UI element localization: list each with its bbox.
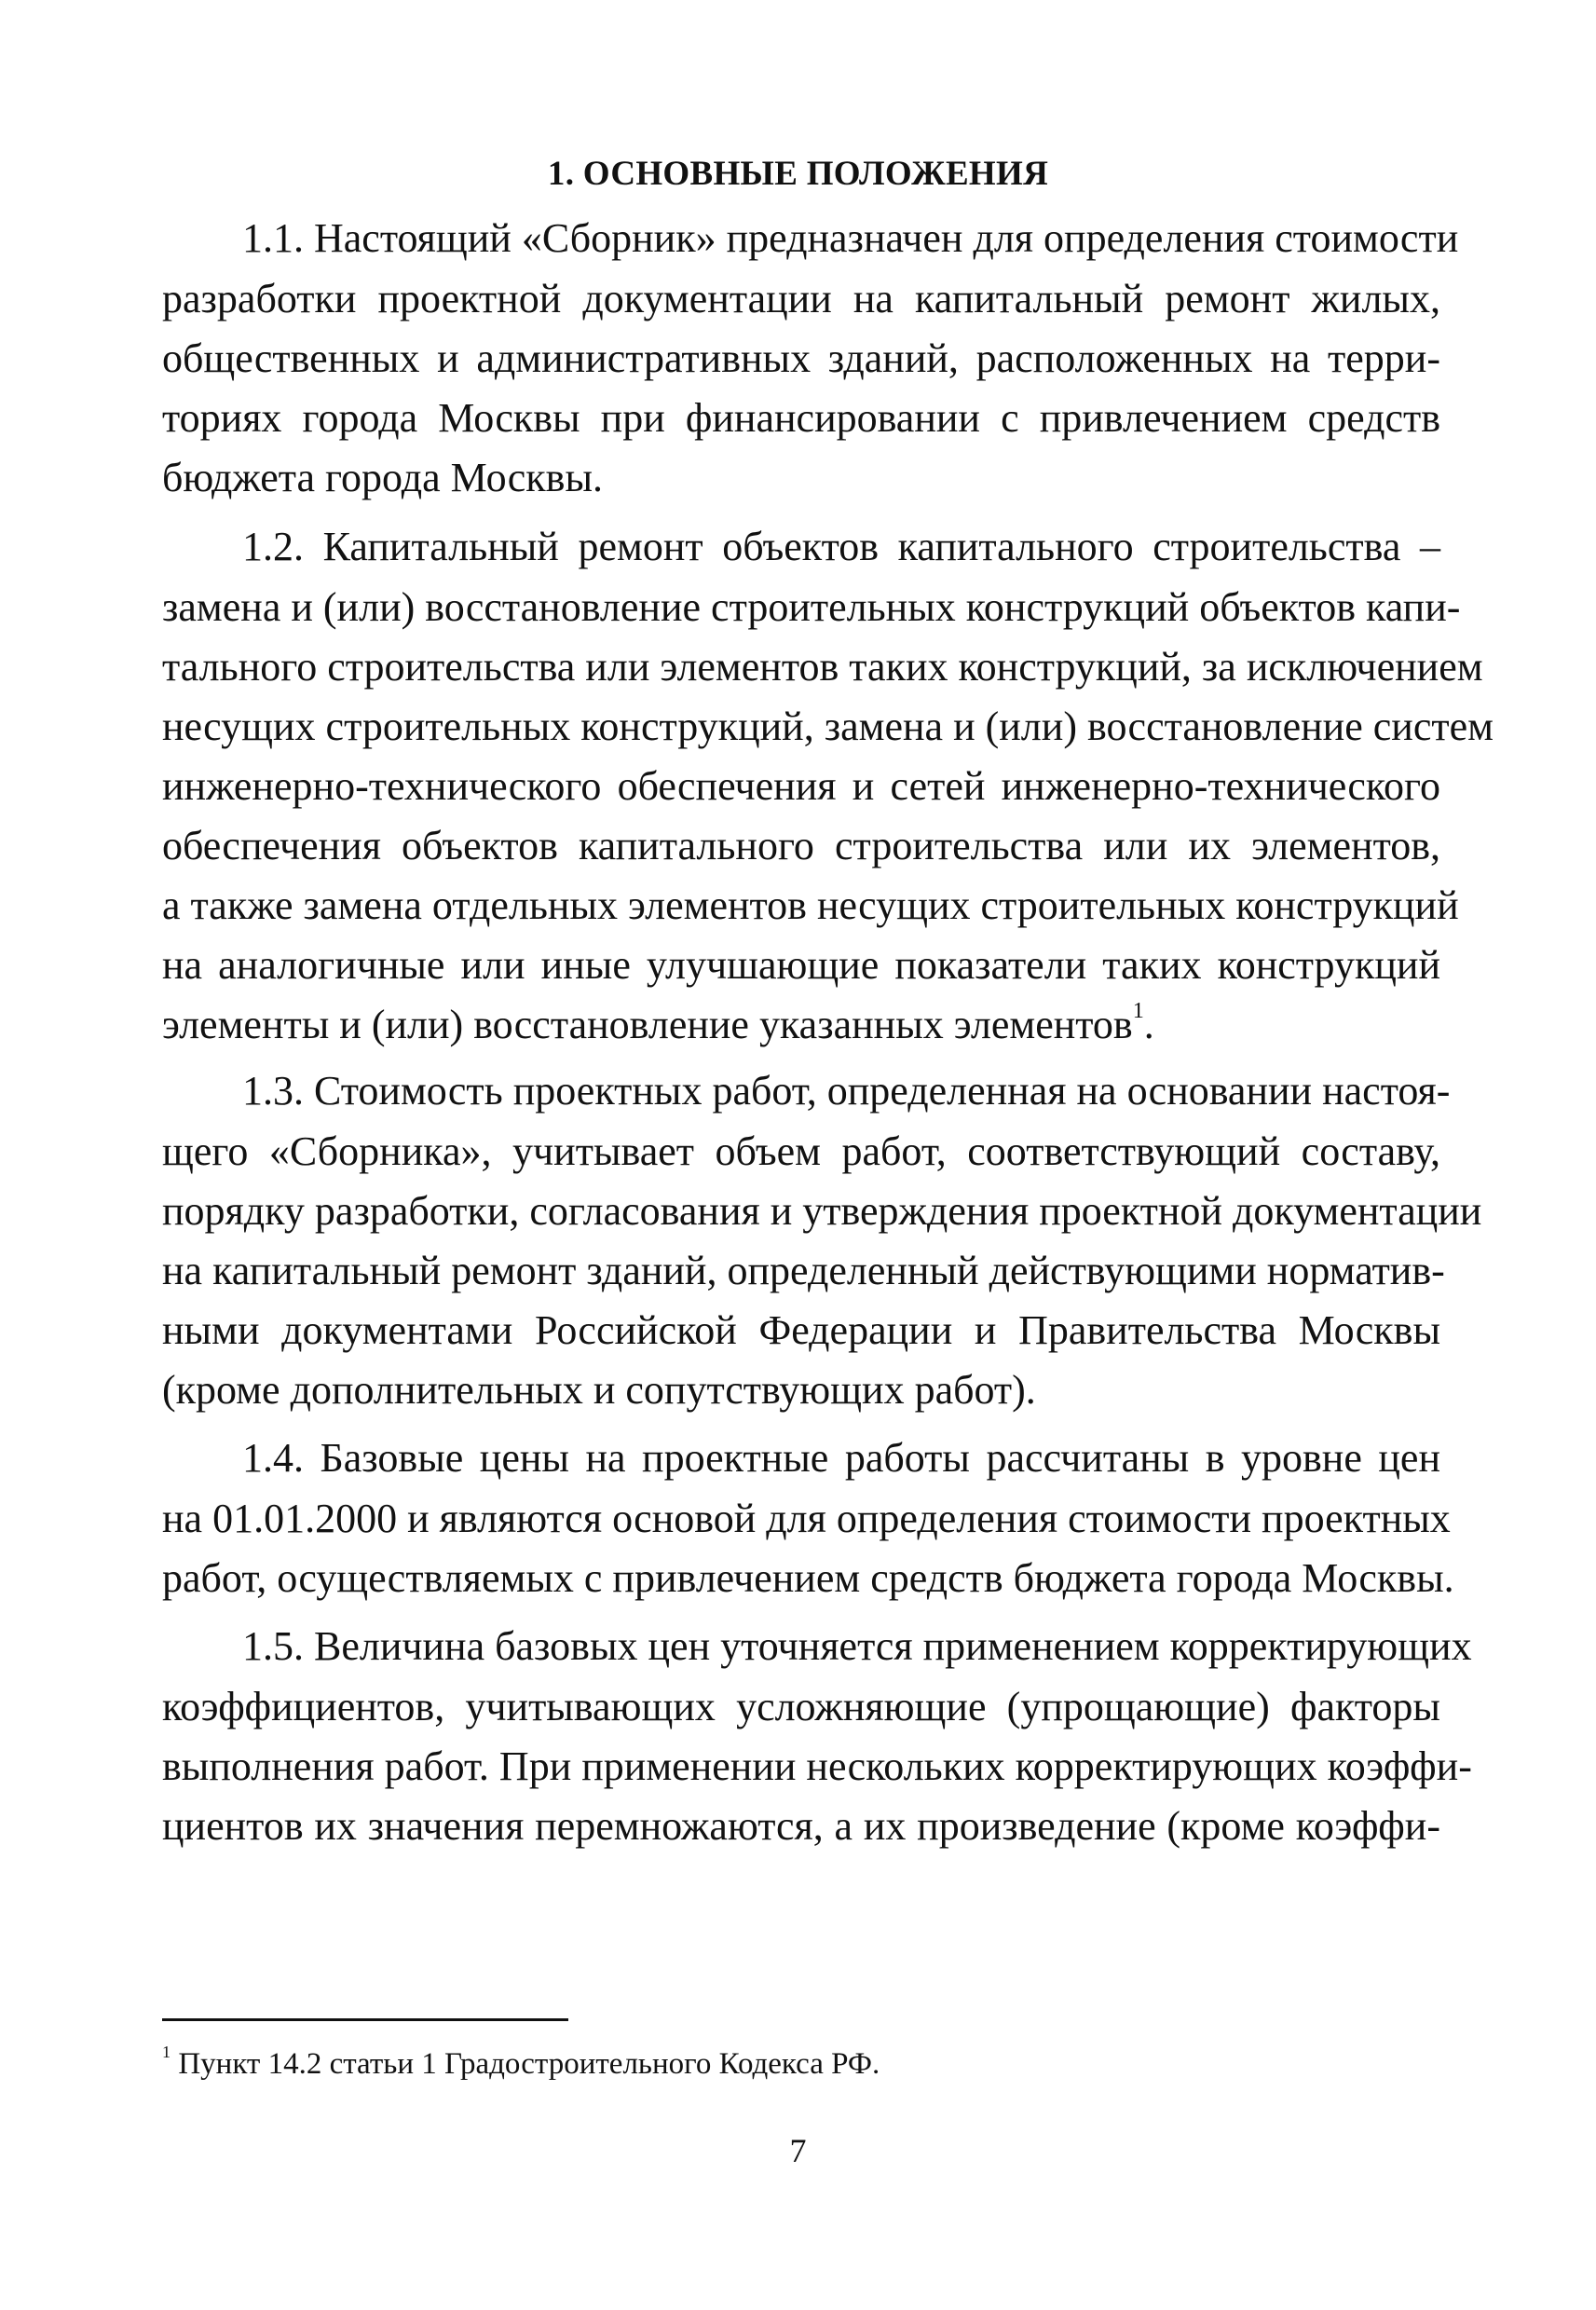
text-line-with-footnote bbox=[162, 997, 1440, 1053]
text-line-content: элементы и (или) восстановление указанных элементов bbox=[162, 1002, 1133, 1047]
text-line: замена и (или) восстановление строительных конструкций объектов капи- bbox=[162, 584, 1461, 630]
text-line: 1.5. Величина базовых цен уточняется применением корректирующих bbox=[242, 1623, 1472, 1669]
text-line: циентов их значения перемножаются, а их произведение (кроме коэффи- bbox=[162, 1803, 1440, 1849]
sentence-end: . bbox=[1143, 1002, 1154, 1047]
text-line: бюджета города Москвы. bbox=[162, 455, 604, 500]
text-line: на капитальный ремонт зданий, определенный действующими норматив- bbox=[162, 1248, 1445, 1293]
text-line: выполнения работ. При применении нескольких корректирующих коэффи- bbox=[162, 1743, 1472, 1789]
footnote-reference: 1 bbox=[1132, 998, 1144, 1024]
text-line: тального строительства или элементов таких конструкций, за исключением bbox=[162, 644, 1483, 690]
text-line: порядку разработки, согласования и утверждения проектной документации bbox=[162, 1188, 1482, 1234]
text-line: ными документами Российской Федерации и Правительства Москвы bbox=[162, 1307, 1440, 1353]
text-line: 1.1. Настоящий «Сборник» предназначен для определения стоимости bbox=[242, 215, 1459, 261]
text-line: общественных и административных зданий, расположенных на терри- bbox=[162, 335, 1440, 381]
text-line: коэффициентов, учитывающих усложняющие (упрощающие) факторы bbox=[162, 1684, 1440, 1729]
text-line: 1.3. Стоимость проектных работ, определенная на основании настоя- bbox=[242, 1068, 1451, 1114]
text-line: разработки проектной документации на капитальный ремонт жилых, bbox=[162, 276, 1440, 321]
text-line: несущих строительных конструкций, замена и (или) восстановление систем bbox=[162, 704, 1494, 749]
text-line: ториях города Москвы при финансировании с привлечением средств bbox=[162, 395, 1440, 441]
text-line: 1.4. Базовые цены на проектные работы рассчитаны в уровне цен bbox=[242, 1435, 1440, 1481]
text-line: щего «Сборника», учитывает объем работ, соответствующий составу, bbox=[162, 1128, 1440, 1174]
text-line: на 01.01.2000 и являются основой для определения стоимости проектных bbox=[162, 1496, 1451, 1541]
text-line: 1.2. Капитальный ремонт объектов капитального строительства – bbox=[242, 524, 1440, 569]
text-line: обеспечения объектов капитального строительства или их элементов, bbox=[162, 823, 1440, 868]
footnote bbox=[162, 2043, 880, 2085]
text-line: работ, осуществляемых с привлечением средств бюджета города Москвы. bbox=[162, 1555, 1454, 1601]
text-line: инженерно-технического обеспечения и сетей инженерно-технического bbox=[162, 763, 1440, 809]
footnote-separator bbox=[162, 2018, 568, 2021]
text-line: на аналогичные или иные улучшающие показатели таких конструкций bbox=[162, 942, 1440, 988]
footnote-marker: 1 bbox=[162, 2043, 171, 2062]
text-line: а также замена отдельных элементов несущих строительных конструкций bbox=[162, 882, 1459, 928]
page-number: 7 bbox=[789, 2132, 807, 2169]
footnote-text: Пункт 14.2 статьи 1 Градостроительного Кодекса РФ. bbox=[171, 2047, 880, 2081]
section-heading: 1. ОСНОВНЫЕ ПОЛОЖЕНИЯ bbox=[547, 155, 1049, 193]
text-line: (кроме дополнительных и сопутствующих работ). bbox=[162, 1367, 1036, 1413]
